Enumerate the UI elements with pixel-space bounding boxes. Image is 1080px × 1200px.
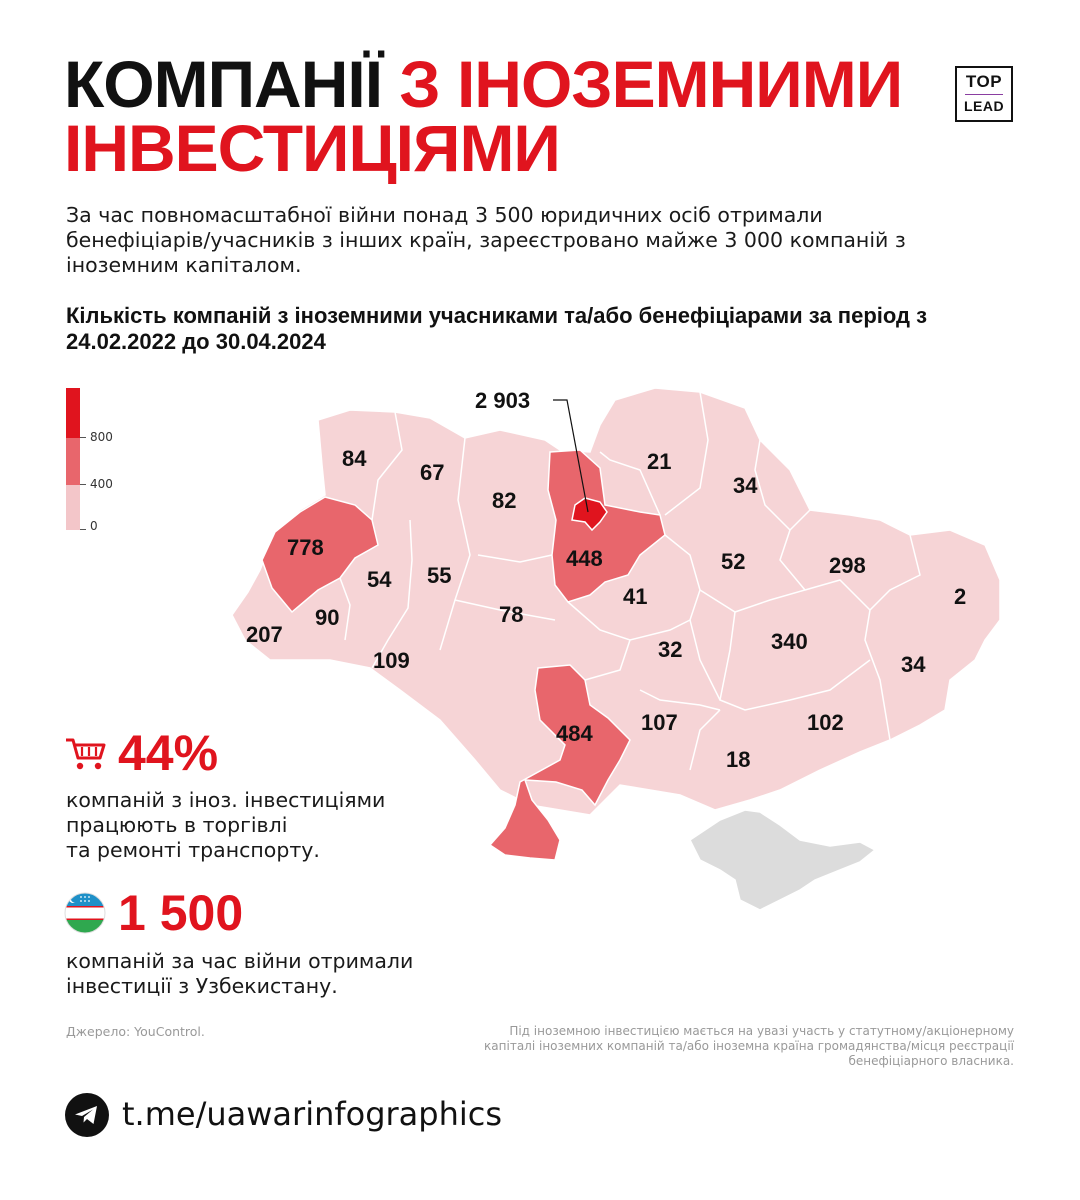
stat-trade-description: компаній з іноз. інвестиціями працюють в торгівлі та ремонті транспорту. [66, 788, 386, 862]
title-part3: ІНВЕСТИЦІЯМИ [64, 111, 560, 185]
title-part1: КОМПАНІЇ [64, 47, 382, 121]
title-part2: З ІНОЗЕМНИМИ [399, 47, 903, 121]
telegram-link[interactable]: t.me/uawarinfographics [122, 1095, 503, 1133]
region-label-chernivtsi: 109 [373, 648, 410, 673]
region-label-zhytomyr: 82 [492, 488, 517, 513]
map-subtitle: Кількість компаній з іноземними учасниками та/або бенефіціарами за період з 24.02.2022 до 30.04.2024 [66, 303, 928, 354]
shopping-cart-icon [64, 736, 106, 772]
region-label-ivano-frankivsk: 90 [315, 605, 340, 630]
uzbekistan-flag-icon [64, 892, 106, 934]
stat-uzbekistan-value: 1 500 [118, 885, 244, 941]
region-label-volyn: 84 [342, 446, 367, 471]
region-label-mykolaiv: 107 [641, 710, 678, 735]
region-label-cherkasy: 41 [623, 584, 648, 609]
legend-label-400: 400 [90, 477, 113, 491]
region-label-dnipropetrovsk: 340 [771, 629, 808, 654]
stat-uzbekistan-description: компаній за час війни отримали інвестиції з Узбекистану. [66, 949, 414, 998]
region-label-zaporizhzhia: 102 [807, 710, 844, 735]
region-label-zakarpattia: 207 [246, 622, 283, 647]
stat-trade-value: 44% [118, 725, 219, 781]
region-label-lviv: 778 [287, 535, 324, 560]
region-label-kharkiv: 298 [829, 553, 866, 578]
region-label-luhansk: 2 [954, 584, 967, 609]
legend-label-800: 800 [90, 430, 113, 444]
source-note: Джерело: YouControl. [66, 1024, 205, 1039]
region-label-kirovohrad: 32 [658, 637, 683, 662]
logo-top-text: TOP [965, 72, 1003, 91]
region-label-kyiv-oblast: 448 [566, 546, 603, 571]
region-label-donetsk: 34 [901, 652, 926, 677]
intro-text: За час повномасштабної війни понад 3 500 юридичних осіб отримали бенефіціарів/учасників з інших країн, зареєстровано майже 3 000 компаній з іноземним капіталом. [66, 203, 906, 277]
telegram-icon [64, 1092, 110, 1138]
region-label-odesa: 484 [556, 721, 593, 746]
region-label-ternopil: 54 [367, 567, 392, 592]
region-label-chernihiv: 21 [647, 449, 672, 474]
region-label-rivne: 67 [420, 460, 445, 485]
region-label-poltava: 52 [721, 549, 746, 574]
legend-label-0: 0 [90, 519, 98, 533]
region-label-sumy: 34 [733, 473, 758, 498]
region-label-khmelnytskyi: 55 [427, 563, 452, 588]
logo-lead-text: LEAD [963, 98, 1005, 114]
region-label-kherson: 18 [726, 747, 751, 772]
definition-note: Під іноземною інвестицією мається на увазі участь у статутному/акціонерному капіталі іноземних компаній та/або іноземна країна громадянства/місця реєстрації бенефіціарного власника. [484, 1024, 1014, 1068]
region-shape-crimea [690, 810, 875, 910]
region-label-vinnytsia: 78 [499, 602, 524, 627]
kyiv-city-label: 2 903 [475, 388, 531, 413]
